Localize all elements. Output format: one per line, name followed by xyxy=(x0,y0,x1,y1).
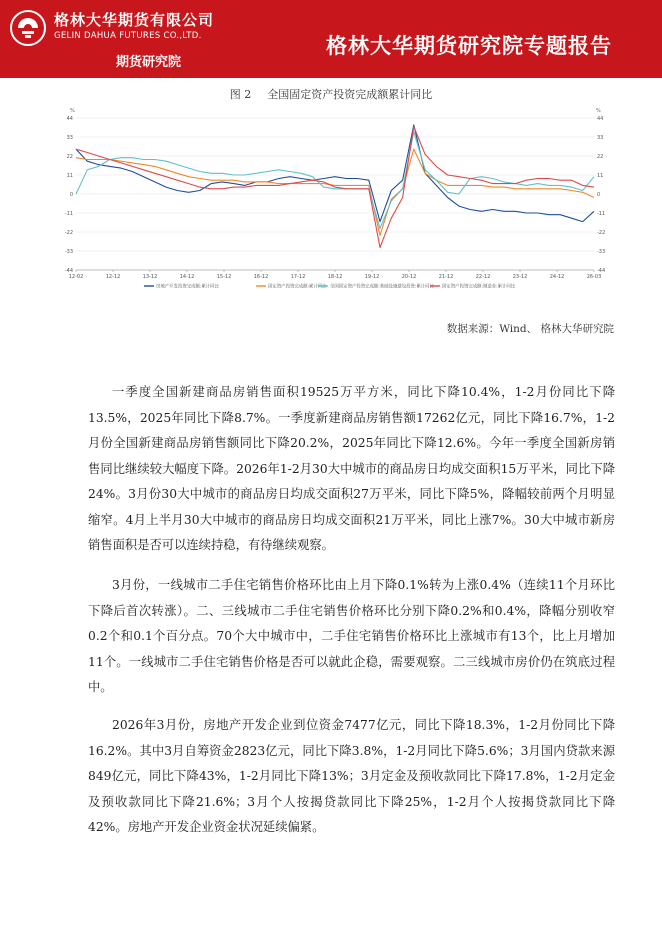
y-tick-label-left: -44 xyxy=(64,267,73,274)
x-tick-label: 22-12 xyxy=(475,274,491,280)
legend-label: 房地产开发投资完成额:累计同比 xyxy=(156,284,219,290)
x-tick-label: 19-12 xyxy=(364,274,380,280)
series-line-3 xyxy=(76,132,594,229)
x-tick-label: 24-12 xyxy=(549,274,565,280)
x-tick-label: 13-12 xyxy=(142,274,158,280)
y-unit-right: % xyxy=(596,108,601,114)
x-tick-label: 17-12 xyxy=(290,274,306,280)
x-tick-label: 21-12 xyxy=(438,274,454,280)
legend-label: 固定资产投资完成额:累计同比 xyxy=(268,284,327,290)
y-tick-label-right: 33 xyxy=(597,134,604,141)
y-tick-label-right: -22 xyxy=(597,229,606,236)
y-tick-label-right: -44 xyxy=(597,267,606,274)
x-tick-label: 16-12 xyxy=(253,274,269,280)
legend-label: 固定资产投资完成额:制造业:累计同比 xyxy=(442,284,516,290)
figure-number: 图 2 xyxy=(229,88,252,101)
company-name-cn: 格林大华期货有限公司 xyxy=(54,11,215,29)
y-tick-label-left: -22 xyxy=(64,229,73,236)
report-header xyxy=(0,0,662,78)
x-tick-label: 15-12 xyxy=(216,274,232,280)
legend-label: 全国固定资产投资完成额:基础设施建设投资:累计同比 xyxy=(330,284,434,290)
y-tick-label-left: 44 xyxy=(66,115,73,122)
paragraph-sales: 一季度全国新建商品房销售面积19525万平方米，同比下降10.4%，1-2月份同比下降13.5%，2025年同比下降8.7%。一季度新建商品房销售额17262亿元，同比下降16.7%，1-2月份全国新建商品房销售额同比下降20.2%，2025年同比下降12.6%。今年一季度全国新房销售同比继续较大幅度下降。2026年1-2月30大中城市的商品房日均成交面积15万平米，同比下降24%。3月份30大中城市的商品房日均成交面积27万平米，同比下降5%，降幅较前两个月明显缩窄。4月上半月30大中城市的商品房日均成交面积21万平米，同比上涨7%。30大中城市新房销售面积是否可以连续持稳，有待继续观察。 xyxy=(88,385,615,552)
y-unit-left: % xyxy=(70,108,75,114)
y-tick-label-left: 11 xyxy=(66,172,73,179)
y-tick-label-left: -11 xyxy=(64,210,73,217)
chart-container xyxy=(60,104,610,300)
y-tick-label-left: 0 xyxy=(69,191,73,198)
y-tick-label-right: 44 xyxy=(597,115,604,122)
y-tick-label-left: 33 xyxy=(66,134,73,141)
y-tick-label-right: 0 xyxy=(597,191,601,198)
paragraph-prices: 3月份，一线城市二手住宅销售价格环比由上月下降0.1%转为上涨0.4%（连续11个月环比下降后首次转涨）。二、三线城市二手住宅销售价格环比分别下降0.2%和0.4%，降幅分别收窄0.2个和0.1个百分点。70个大中城市中，二手住宅销售价格环比上涨城市有13个，比上月增加11个。一线城市二手住宅销售价格是否可以就此企稳，需要观察。二三线城市房价仍在筑底过程中。 xyxy=(88,578,615,694)
y-tick-label-right: -33 xyxy=(597,248,606,255)
department-label: 期货研究院 xyxy=(116,55,182,70)
report-title: 格林大华期货研究院专题报告 xyxy=(326,34,612,58)
paragraph-funding: 2026年3月份，房地产开发企业到位资金7477亿元，同比下降18.3%，1-2月份同比下降16.2%。其中3月自筹资金2823亿元，同比下降3.8%，1-2月同比下降5.6%；3月国内贷款来源849亿元，同比下降43%，1-2月同比下降13%；3月定金及预收款同比下降17.8%，1-2月定金及预收款同比下降21.6%；3月个人按揭贷款同比下降25%，1-2月个人按揭贷款同比下降42%。房地产开发企业资金状况延续偏紧。 xyxy=(88,718,615,834)
x-tick-label: 23-12 xyxy=(512,274,528,280)
data-source: 数据来源：Wind、 格林大华研究院 xyxy=(446,323,614,335)
gelin-dahua-logo-icon xyxy=(6,8,50,48)
y-tick-label-right: 22 xyxy=(597,153,604,160)
x-tick-label: 12-12 xyxy=(105,274,121,280)
y-tick-label-right: 11 xyxy=(597,172,604,179)
line-chart xyxy=(60,104,610,300)
x-tick-label: 14-12 xyxy=(179,274,195,280)
y-tick-label-right: -11 xyxy=(597,210,606,217)
x-tick-label: 20-12 xyxy=(401,274,417,280)
figure-title: 全国固定资产投资完成额累计同比 xyxy=(267,88,433,101)
x-tick-label: 26-03 xyxy=(586,274,602,280)
figure-caption xyxy=(0,86,662,102)
x-tick-label: 18-12 xyxy=(327,274,343,280)
y-tick-label-left: 22 xyxy=(66,153,73,160)
x-tick-label: 12-02 xyxy=(68,274,84,280)
series-line-4 xyxy=(76,127,594,248)
company-name-en: GELIN DAHUA FUTURES CO.,LTD. xyxy=(54,31,202,41)
y-tick-label-left: -33 xyxy=(64,248,73,255)
series-line-2 xyxy=(76,149,594,235)
